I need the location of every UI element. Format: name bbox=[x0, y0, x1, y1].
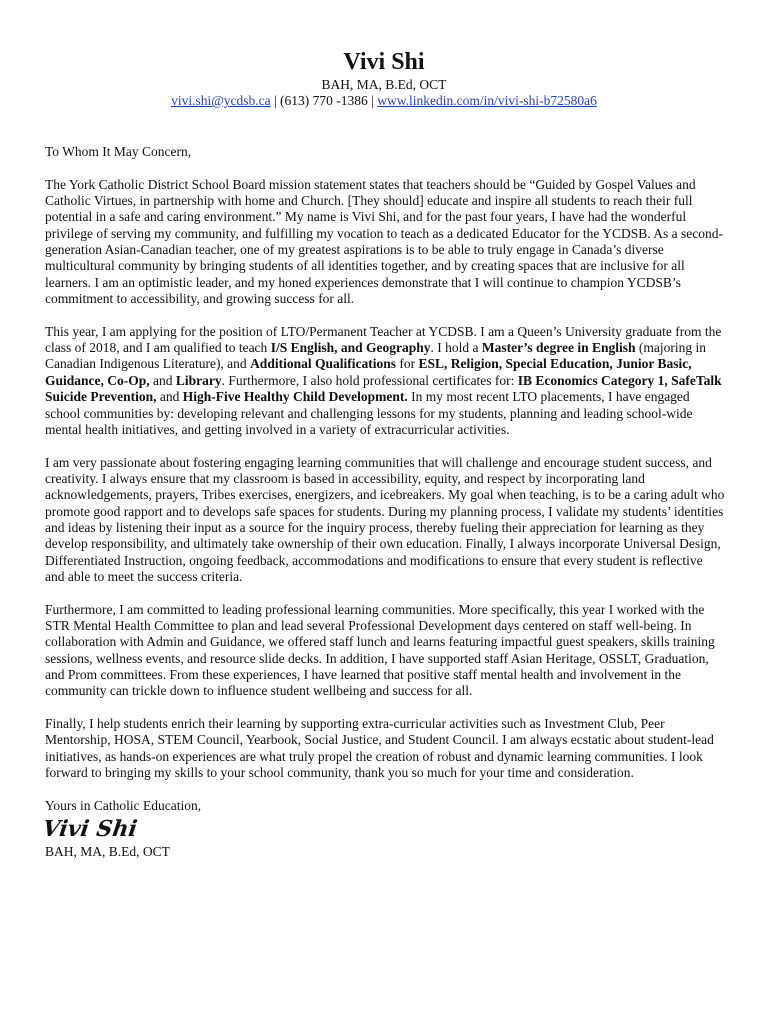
paragraph-teaching-philosophy: I am very passionate about fostering engaging learning communities that will challenge and encourage student success, and creativity. I always ensure that my classroom is based in accessibility, equity, and respect by incorporating land acknowledgements, prayers, Tribes exercises, energizers, and icebreakers. My goal when teaching, is to be a caring adult who promote good rapport and to develops safe spaces for students. During my planning process, I validate my students’ identities and ideas by listening their input as a source for the inquiry process, thereby fueling their appreciation for learning as they develop responsibility, and ultimately take ownership of their own education. Finally, I always incorporate Universal Design, Differentiated Instruction, ongoing feedback, accommodations and modifications to ensure that every student is reflective and able to meet the success criteria. bbox=[45, 454, 725, 584]
author-name: Vivi Shi bbox=[343, 49, 425, 75]
teachable-subjects: I/S English, and Geography bbox=[270, 340, 431, 356]
certificates-list: IB Economics Category 1, SafeTalk Suicide Prevention, bbox=[45, 372, 722, 405]
contact-separator: | bbox=[270, 93, 281, 108]
signature: Vivi Shi bbox=[41, 816, 139, 843]
linkedin-link[interactable]: www.linkedin.com/in/vivi-shi-b72580a6 bbox=[377, 93, 597, 108]
contact-separator: | bbox=[367, 93, 378, 108]
letterhead bbox=[0, 47, 768, 109]
closing: Yours in Catholic Education, bbox=[45, 797, 202, 813]
contact-line bbox=[0, 93, 768, 109]
author-credentials: BAH, MA, B.Ed, OCT bbox=[321, 77, 447, 92]
salutation: To Whom It May Concern, bbox=[45, 144, 192, 159]
additional-qualifications: Additional Qualifications bbox=[250, 356, 396, 372]
masters-degree: Master’s degree in English bbox=[481, 340, 636, 356]
aq-list: ESL, Religion, Special Education, Junior Basic, Guidance, Co-Op, bbox=[45, 356, 692, 388]
letter-body bbox=[41, 144, 725, 860]
signature-credentials: BAH, MA, B.Ed, OCT bbox=[45, 844, 170, 860]
paragraph-extracurricular: Finally, I help students enrich their learning by supporting extra-curricular activities such as Investment Club, Peer Mentorship, HOSA, STEM Council, Yearbook, Social Justice, and Student Council. I am always ecstatic about student-lead initiatives, as hands-on experiences are what truly propel the creation of robust and dynamic learning communities. I look forward to bringing my skills to your school community, thank you so much for your time and consideration. bbox=[45, 716, 714, 781]
certificate-high-five: High-Five Healthy Child Development. bbox=[182, 389, 408, 405]
phone-number: (613) 770 -1386 bbox=[280, 93, 368, 108]
paragraph-qualifications: This year, I am applying for the position of LTO/Permanent Teacher at YCDSB. I am a Queen’s University graduate from the class of 2018, and I am qualified to teach I/S English, and Geography. I hold a Master’s degree in English (majoring in Canadian Indigenous Literature), and Additional Qualifications for ESL, Religion, Special Education, Junior Basic, Guidance, Co-Op, and Library. Furthermore, I also hold professional certificates for: IB Economics Category 1, SafeTalk Suicide Prevention, and High-Five Healthy Child Development. In my most recent LTO placements, I have engaged school communities by: developing relevant and challenging lessons for my students, planning and leading school-wide mental health initiatives, and getting involved in a variety of extracurricular activities. bbox=[45, 323, 722, 437]
paragraph-mission: The York Catholic District School Board mission statement states that teachers should be “Guided by Gospel Values and Catholic Virtues, in partnership with home and Church. [They should] educate and inspire all students to reach their full potential in a safe and caring environment.” My name is Vivi Shi, and for the past four years, I have had the wonderful privilege of serving my community, and fulfilling my vocation to teach as a dedicated Educator for the YCDSB. As a second-generation Asian-Canadian teacher, one of my greatest aspirations is to be able to truly engage in Canada’s diverse multicultural community by bringing students of all identities together, and by creating spaces that are inclusive for all learners. I am an optimistic leader, and my honed experiences demonstrate that I will continue to champion YCDSB’s commitment to accessibility, and growing success for all. bbox=[45, 176, 723, 307]
email-link[interactable]: vivi.shi@ycdsb.ca bbox=[171, 93, 271, 108]
aq-library: Library bbox=[175, 372, 222, 388]
paragraph-leadership: Furthermore, I am committed to leading professional learning communities. More specifically, this year I worked with the STR Mental Health Committee to plan and lead several Professional Development days centered on staff well-being. In collaboration with Admin and Guidance, we offered staff lunch and learns featuring impactful guest speakers, skills training sessions, wellness events, and resource slide decks. In addition, I have supported staff Asian Heritage, OSSLT, Graduation, and Prom committees. From these experiences, I have learned that positive staff mental health and involvement in the community can trickle down to influence student wellbeing and success for all. bbox=[45, 601, 715, 699]
